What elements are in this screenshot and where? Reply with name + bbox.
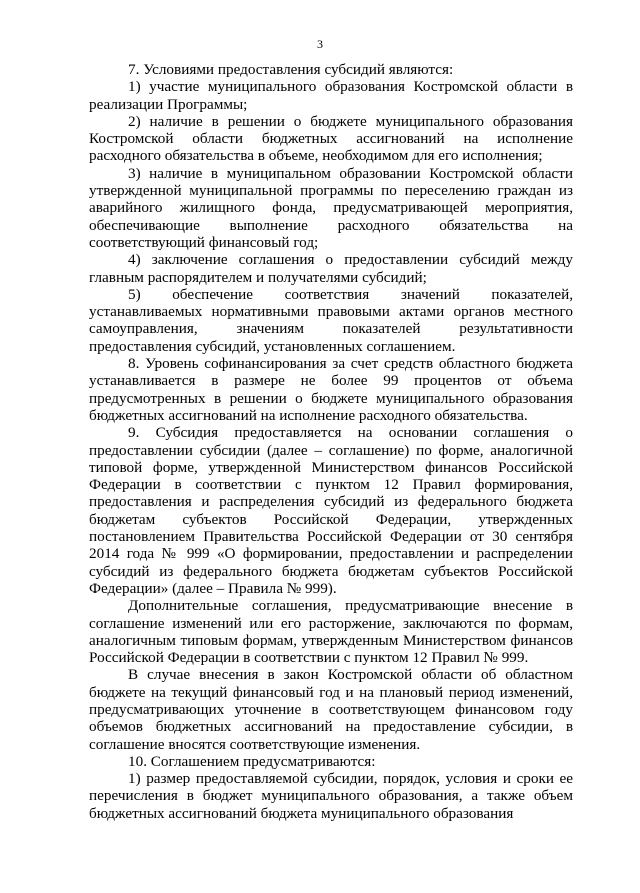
paragraph-10-intro: 10. Соглашением предусматриваются: (128, 752, 376, 770)
additional-agreements-paragraph: Дополнительные соглашения, предусматривающие внесение в соглашение изменений или его расторжение, заключаются по формам, аналогичным типовым формам, утвержденным Министерством финансов Российской Федерации в соответствии с пунктом 12 Правил № 999. (89, 597, 573, 667)
condition-3: 3) наличие в муниципальном образовании Костромской области утвержденной муниципальной программы по переселению граждан из аварийного жилищного фонда, предусматривающей мероприятия, обеспечивающие выполнение расходного обязательства на соответствующий финансовый год; (89, 164, 573, 251)
budget-amendment-paragraph: В случае внесения в закон Костромской области об областном бюджете на текущий финансовый год и на плановый период изменений, предусматривающих уточнение в соответствующем финансовом году объемов бюджетных ассигнований на предоставление субсидии, в соглашение вносятся соответствующие изменения. (89, 666, 573, 753)
paragraph-8: 8. Уровень софинансирования за счет средств областного бюджета устанавливается в размере не более 99 процентов от объема предусмотренных в решении о бюджете муниципального образования бюджетных ассигнований на исполнение расходного обязательства. (89, 355, 573, 424)
paragraph-9: 9. Субсидия предоставляется на основании соглашения о предоставлении субсидии (далее – соглашение) по форме, аналогичной типовой форме, утвержденной Министерством финансов Российской Федерации в соответствии с пунктом 12 Правил формирования, предоставления и распределения субсидий из федерального бюджета бюджетам субъектов Российской Федерации, утвержденных постановлением Правительства Российской Федерации от 30 сентября 2014 года № 999 «О формировании, предоставлении и распределении субсидий из федерального бюджета бюджетам субъектов Российской Федерации» (далее – Правила № 999). (89, 424, 573, 597)
page-number: 3 (317, 37, 323, 51)
condition-1: 1) участие муниципального образования Костромской области в реализации Программы; (89, 78, 573, 113)
document-body (89, 61, 573, 822)
paragraph-7-intro: 7. Условиями предоставления субсидий являются: (128, 61, 454, 78)
condition-4: 4) заключение соглашения о предоставлении субсидий между главным распорядителем и получателями субсидий; (89, 251, 573, 286)
condition-2: 2) наличие в решении о бюджете муниципального образования Костромской области бюджетных ассигнований на исполнение расходного обязательства в объеме, необходимом для его исполнения; (89, 112, 573, 165)
condition-5: 5) обеспечение соответствия значений показателей, устанавливаемых нормативными правовыми актами органов местного самоуправления, значениям показателей результативности предоставления субсидий, установленных соглашением. (89, 285, 573, 355)
agreement-provision-1: 1) размер предоставляемой субсидии, порядок, условия и сроки ее перечисления в бюджет муниципального образования, а также объем бюджетных ассигнований бюджета муниципального образования (89, 770, 573, 822)
